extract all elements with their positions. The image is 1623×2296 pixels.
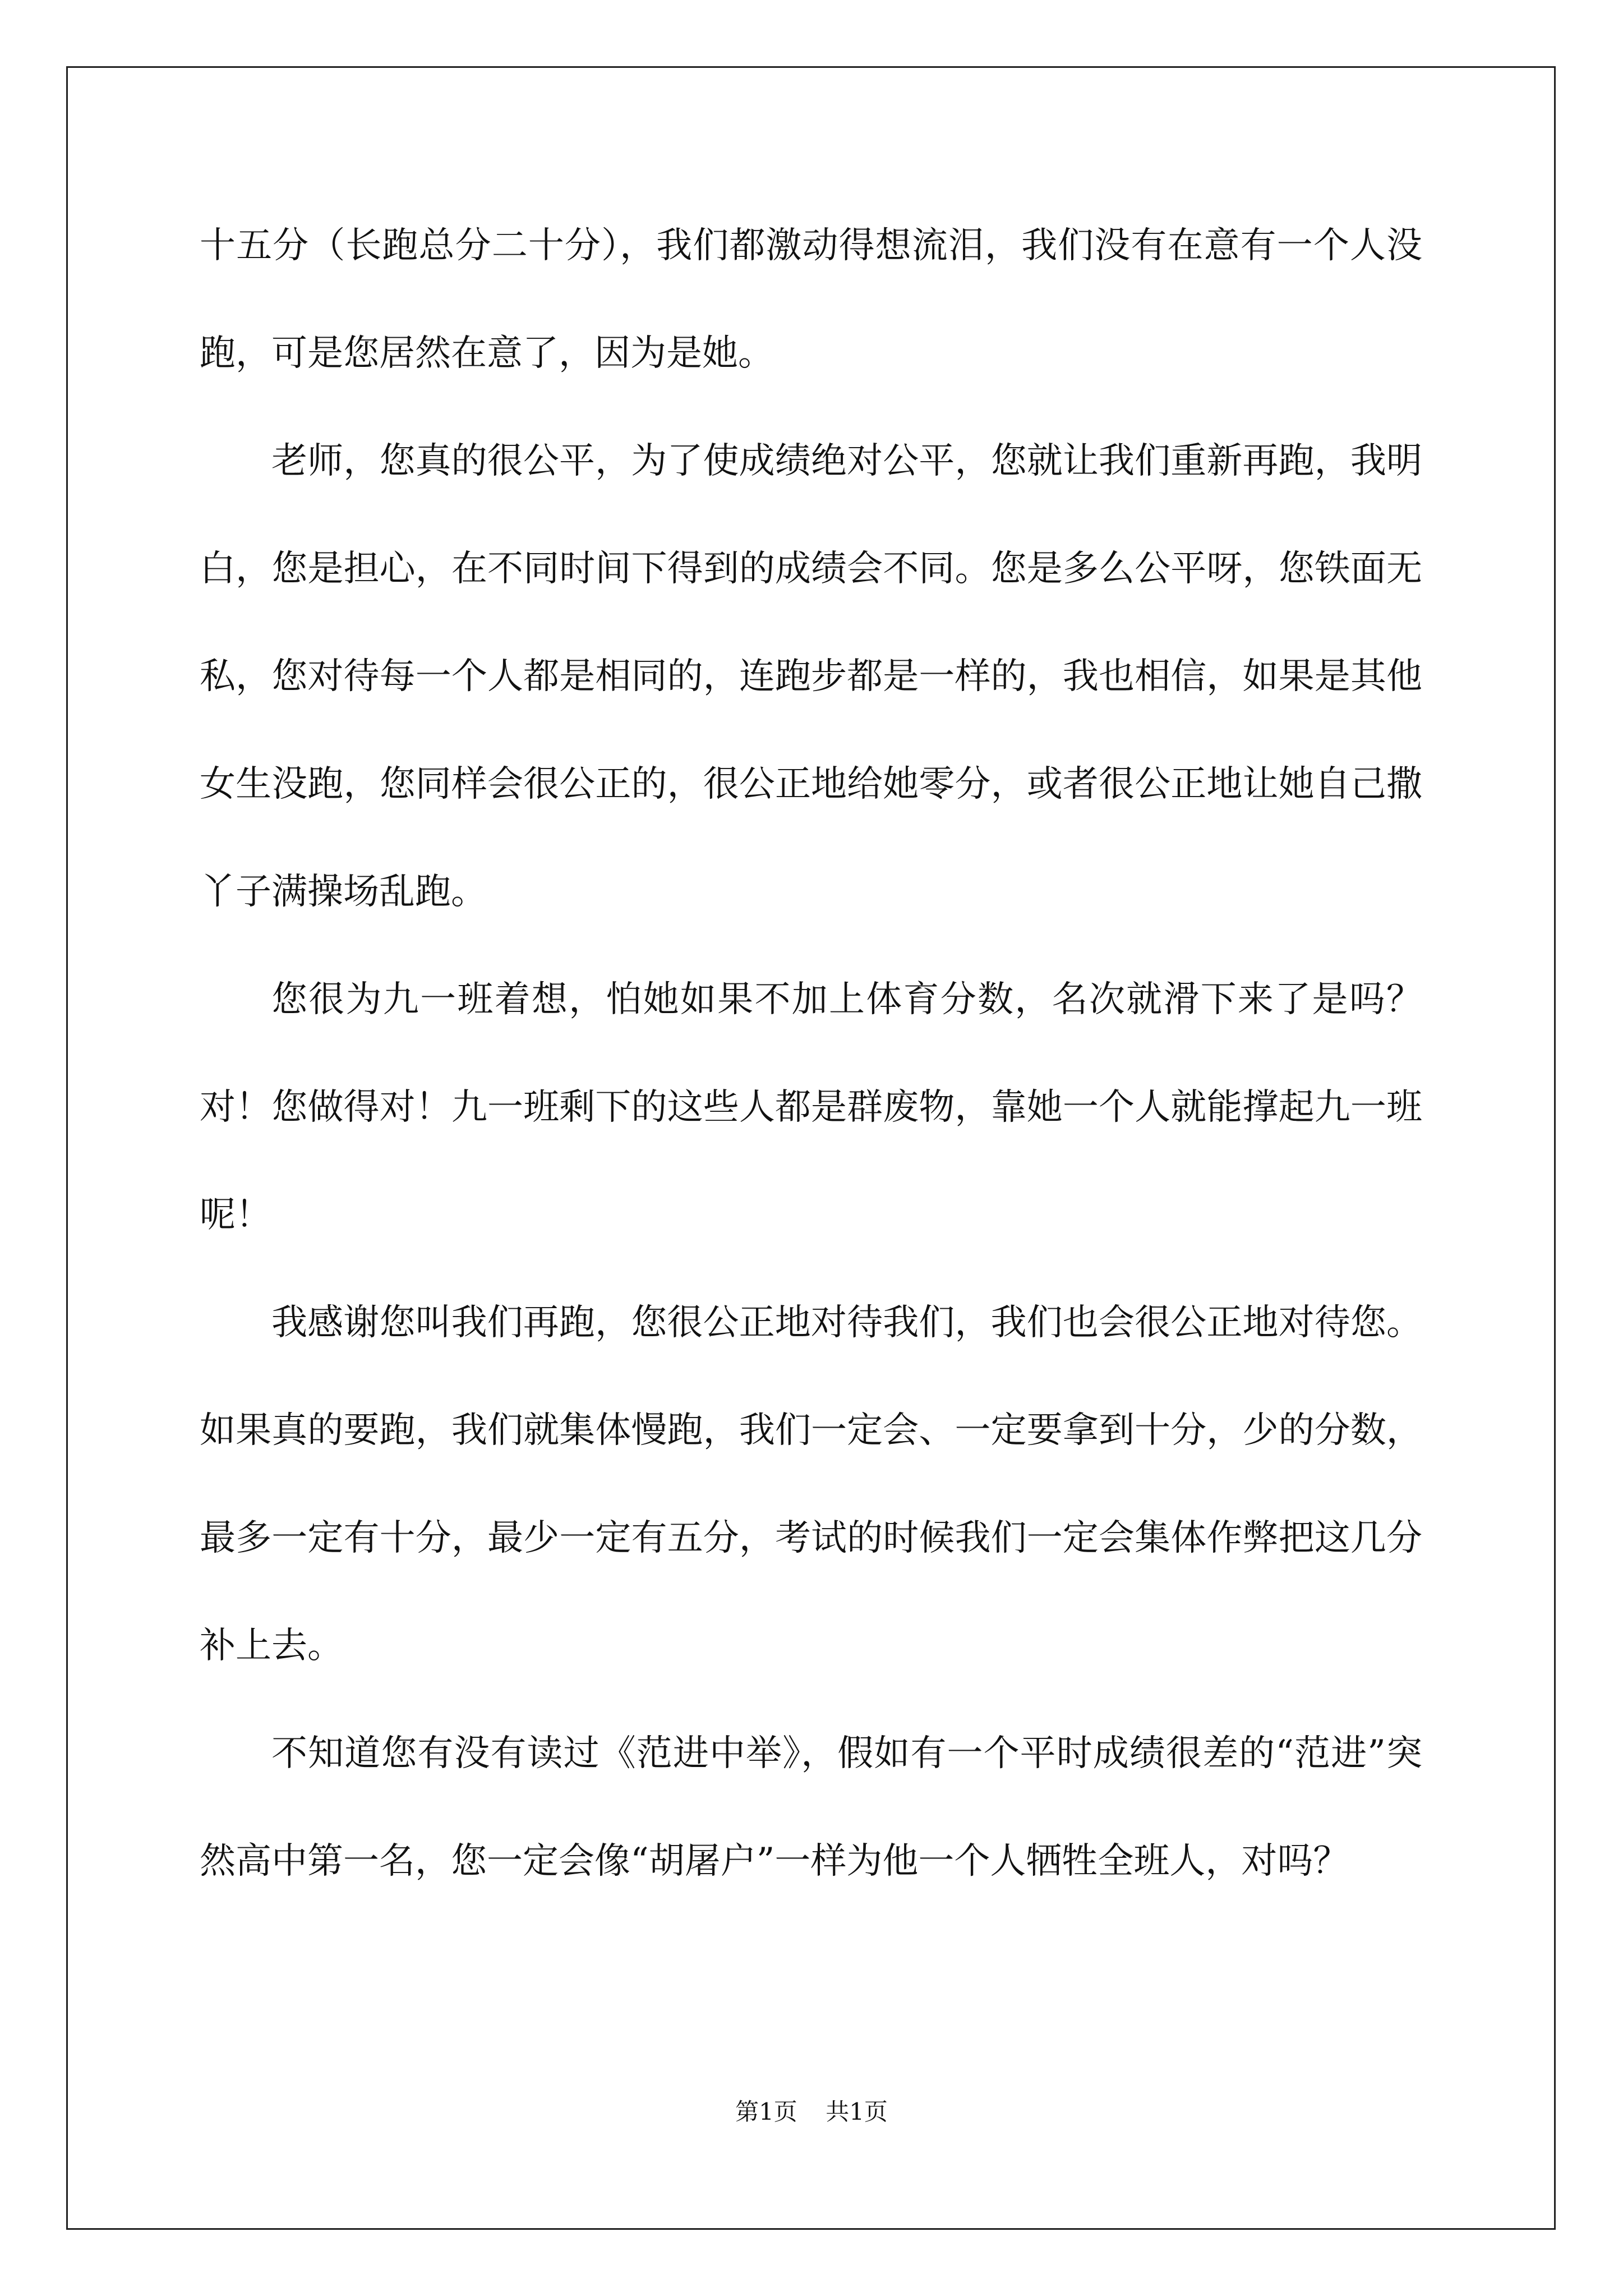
paragraph-5: 不知道您有没有读过《范进中举》，假如有一个平时成绩很差的“范进”突然高中第一名，您一定会像“胡屠户”一样为他一个人牺牲全班人，对吗？ <box>200 1733 1422 1882</box>
page-total: 共1页 <box>826 2098 888 2125</box>
paragraph-3: 您很为九一班着想，怕她如果不加上体育分数，名次就滑下来了是吗？对！您做得对！九一班剩下的这些人都是群废物，靠她一个人就能撑起九一班呢！ <box>200 979 1422 1236</box>
page-footer <box>0 2093 1623 2127</box>
paragraph-2: 老师，您真的很公平，为了使成绩绝对公平，您就让我们重新再跑，我明白，您是担心，在不同时间下得到的成绩会不同。您是多么公平呀，您铁面无私，您对待每一个人都是相同的，连跑步都是一样的，我也相信，如果是其他女生没跑，您同样会很公正的，很公正地给她零分，或者很公正地让她自己撒丫子满操场乱跑。 <box>200 440 1422 913</box>
paragraph-1: 十五分（长跑总分二十分），我们都激动得想流泪，我们没有在意有一个人没跑，可是您居然在意了，因为是她。 <box>200 225 1422 374</box>
page-number: 第1页 <box>735 2098 797 2125</box>
paragraph-4: 我感谢您叫我们再跑，您很公正地对待我们，我们也会很公正地对待您。如果真的要跑，我们就集体慢跑，我们一定会、一定要拿到十分，少的分数，最多一定有十分，最少一定有五分，考试的时候我们一定会集体作弊把这几分补上去。 <box>200 1302 1422 1667</box>
document-body <box>200 192 1422 1915</box>
